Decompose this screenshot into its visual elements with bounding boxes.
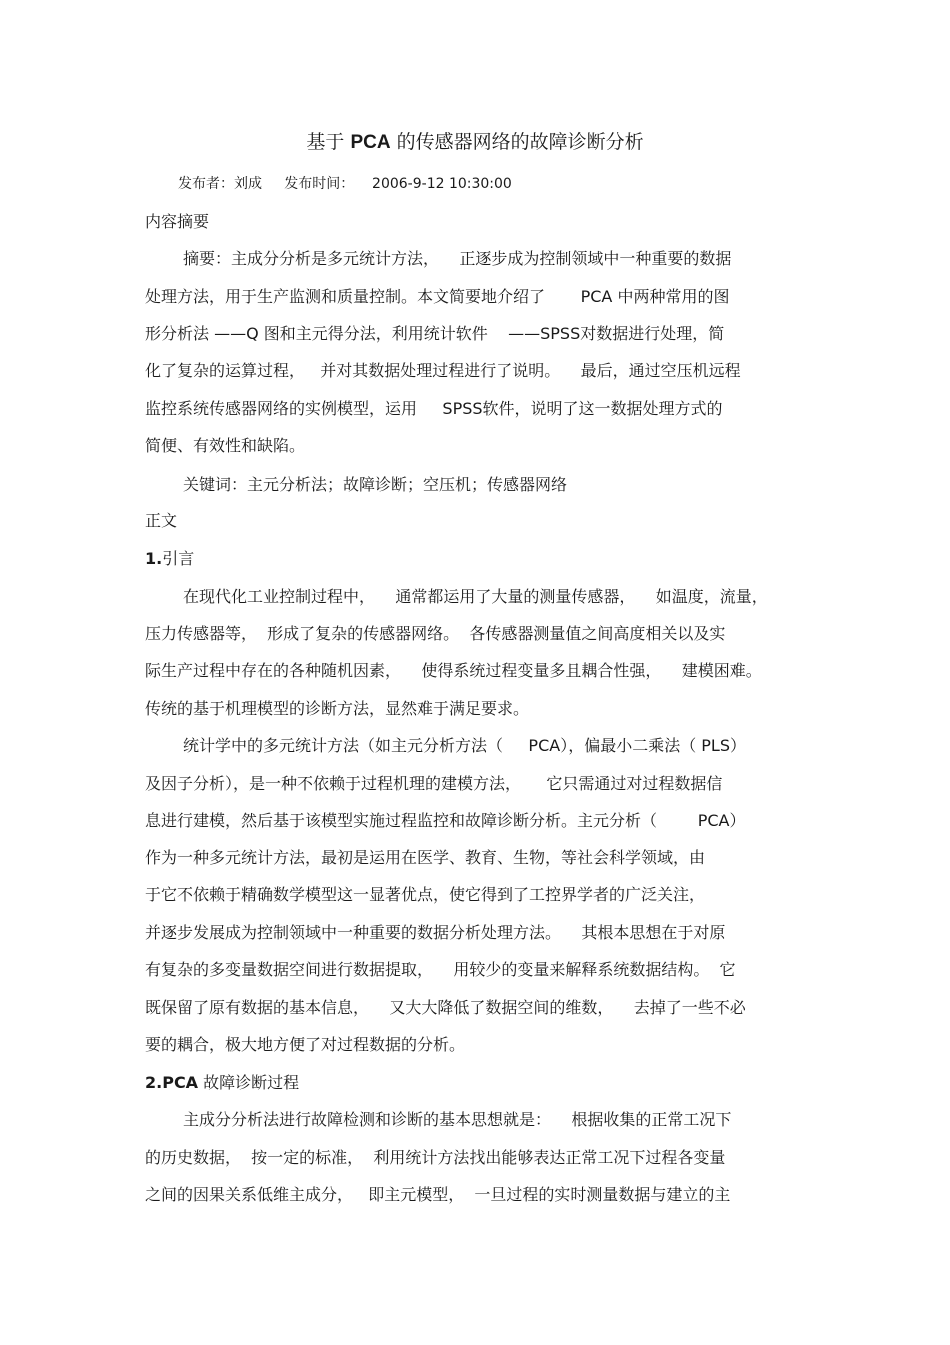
section-heading-summary: 内容摘要 bbox=[145, 212, 210, 231]
paragraph-line: 主成分分析法进行故障检测和诊断的基本思想就是： 根据收集的正常工况下 bbox=[183, 1110, 732, 1129]
paragraph-line: 之间的因果关系低维主成分， 即主元模型， 一旦过程的实时测量数据与建立的主 bbox=[145, 1185, 731, 1204]
paragraph-line: 压力传感器等， 形成了复杂的传感器网络。 各传感器测量值之间高度相关以及实 bbox=[145, 624, 726, 643]
heading-introduction: 1.引言 bbox=[145, 549, 195, 568]
paragraph-line: 息进行建模，然后基于该模型实施过程监控和故障诊断分析。主元分析（ PCA） bbox=[145, 811, 746, 830]
document-title: 基于 PCA 的传感器网络的故障诊断分析 bbox=[306, 131, 644, 153]
paragraph-line: 化了复杂的运算过程， 并对其数据处理过程进行了说明。 最后，通过空压机远程 bbox=[145, 361, 741, 380]
paragraph-line: 统计学中的多元统计方法（如主元分析方法（ PCA），偏最小二乘法（ PLS） bbox=[183, 736, 747, 755]
keywords: 关键词：主元分析法；故障诊断；空压机；传感器网络 bbox=[183, 475, 568, 494]
paragraph-line: 既保留了原有数据的基本信息， 又大大降低了数据空间的维数， 去掉了一些不必 bbox=[145, 998, 746, 1017]
paragraph-line: 作为一种多元统计方法，最初是运用在医学、教育、生物，等社会科学领域，由 bbox=[145, 848, 706, 867]
paragraph-line: 摘要：主成分分析是多元统计方法， 正逐步成为控制领域中一种重要的数据 bbox=[183, 249, 732, 268]
paragraph-line: 传统的基于机理模型的诊断方法，显然难于满足要求。 bbox=[145, 699, 530, 718]
paragraph-line: 有复杂的多变量数据空间进行数据提取， 用较少的变量来解释系统数据结构。 它 bbox=[145, 960, 736, 979]
paragraph-line: 简便、有效性和缺陷。 bbox=[145, 436, 306, 455]
paragraph-line: 的历史数据， 按一定的标准， 利用统计方法找出能够表达正常工况下过程各变量 bbox=[145, 1148, 726, 1167]
paragraph-line: 于它不依赖于精确数学模型这一显著优点，使它得到了工控界学者的广泛关注， bbox=[145, 885, 706, 904]
paragraph-line: 监控系统传感器网络的实例模型，运用 SPSS软件，说明了这一数据处理方式的 bbox=[145, 399, 723, 418]
paragraph-line: 及因子分析），是一种不依赖于过程机理的建模方法， 它只需通过对过程数据信 bbox=[145, 774, 723, 793]
paragraph-line: 要的耦合，极大地方便了对过程数据的分析。 bbox=[145, 1035, 466, 1054]
section-heading-body: 正文 bbox=[145, 511, 178, 530]
paragraph-line: 际生产过程中存在的各种随机因素， 使得系统过程变量多且耦合性强， 建模困难。 bbox=[145, 661, 762, 680]
paragraph-line: 在现代化工业控制过程中， 通常都运用了大量的测量传感器， 如温度，流量， bbox=[183, 587, 768, 606]
paragraph-line: 形分析法 ——Q 图和主元得分法，利用统计软件 ——SPSS对数据进行处理，简 bbox=[145, 324, 725, 343]
paragraph-line: 处理方法，用于生产监测和质量控制。本文简要地介绍了 PCA 中两种常用的图 bbox=[145, 287, 730, 306]
paragraph-line: 并逐步发展成为控制领域中一种重要的数据分析处理方法。 其根本思想在于对原 bbox=[145, 923, 726, 942]
heading-pca-process: 2.PCA 故障诊断过程 bbox=[145, 1073, 300, 1092]
publish-info: 发布者：刘成 发布时间： 2006-9-12 10:30:00 bbox=[178, 176, 512, 192]
